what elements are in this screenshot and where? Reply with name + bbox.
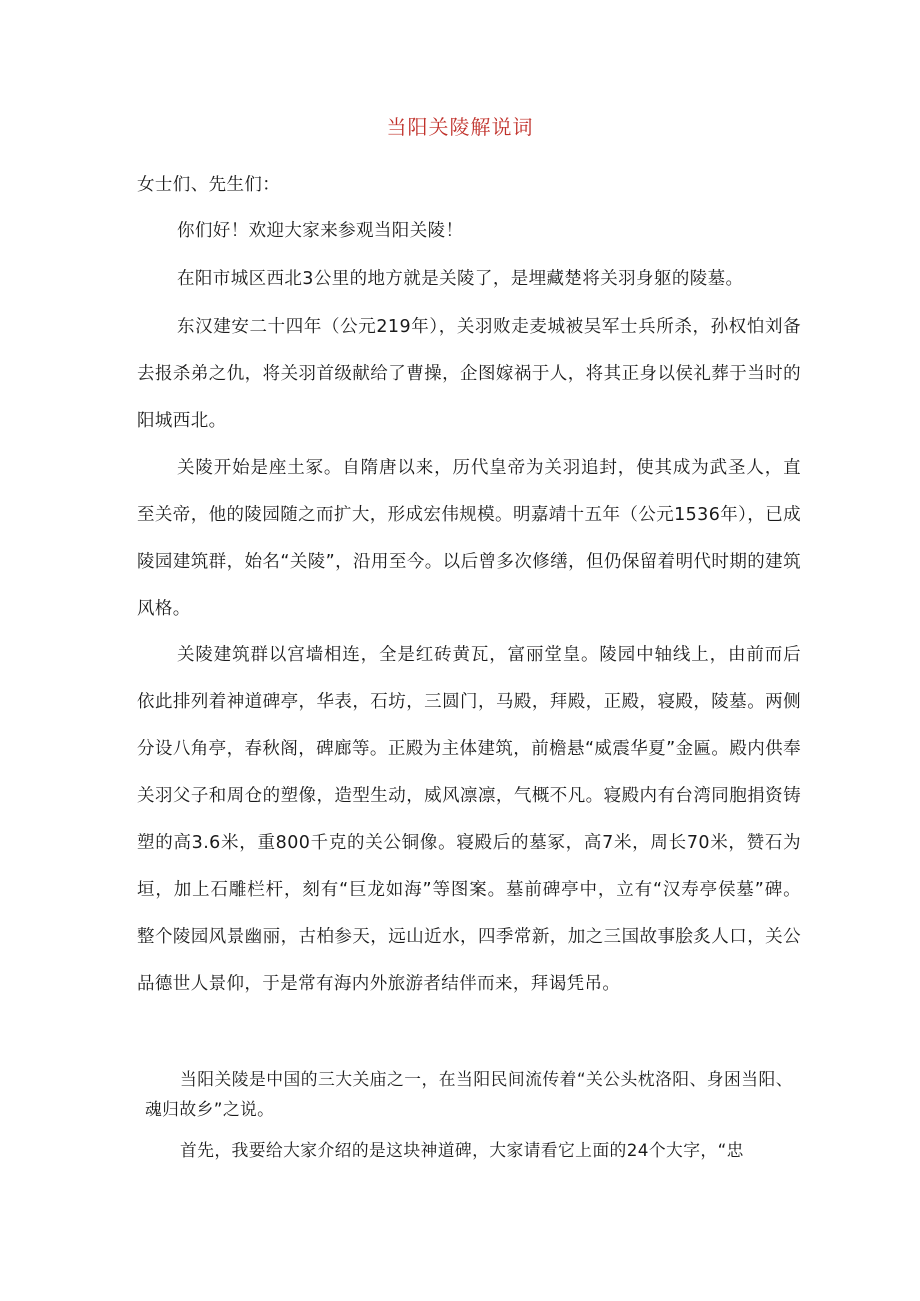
paragraph-stele: 首先，我要给大家介绍的是这块神道碑，大家请看它上面的24个大字，“忠 <box>180 1140 744 1160</box>
paragraph-welcome: 你们好！欢迎大家来参观当阳关陵！ <box>177 221 464 241</box>
paragraph-architecture: 关陵建筑群以宫墙相连，全是红砖黄瓦，富丽堂皇。陵园中轴线上，由前而后依此排列着神道碑亭，华表，石坊，三圆门，马殿，拜殿，正殿，寝殿，陵墓。两侧分设八角亭，春秋阁，碑廊等。正殿为主体建筑，前檐悬“威震华夏”金匾。殿内供奉关羽父子和周仓的塑像，造型生动，威风凛凛，气概不凡。寝殿内有台湾同胞捐资铸塑的高3.6米，重800千克的关公铜像。寝殿后的墓冢，高7米，周长70米，赞石为垣，加上石雕栏杆，刻有“巨龙如海”等图案。墓前碑亭中，立有“汉寿亭侯墓”碑。整个陵园风景幽丽，古柏参天，远山近水，四季常新，加之三国故事脍炙人口，关公品德世人景仰，于是常有海内外旅游者结伴而来，拜谒凭吊。 <box>137 645 801 994</box>
paragraph-expansion: 关陵开始是座土冢。自隋唐以来，历代皇帝为关羽追封，使其成为武圣人，直至关帝，他的陵园随之而扩大，形成宏伟规模。明嘉靖十五年（公元1536年），已成陵园建筑群，始名“关陵”，沿用至今。以后曾多次修缮，但仍保留着明代时期的建筑风格。 <box>137 458 801 619</box>
paragraph-history: 东汉建安二十四年（公元219年），关羽败走麦城被吴军士兵所杀，孙权怕刘备去报杀弟之仇，将关羽首级献给了曹操，企图嫁祸于人，将其正身以侯礼葬于当时的阳城西北。 <box>137 317 801 431</box>
paragraph-three-temples: 当阳关陵是中国的三大关庙之一，在当阳民间流传着“关公头枕洛阳、身困当阳、魂归故乡”之说。 <box>145 1069 793 1119</box>
document-title: 当阳关陵解说词 <box>386 115 534 139</box>
salutation: 女士们、先生们： <box>137 175 281 195</box>
paragraph-location: 在阳市城区西北3公里的地方就是关陵了，是埋藏楚将关羽身躯的陵墓。 <box>177 269 744 289</box>
